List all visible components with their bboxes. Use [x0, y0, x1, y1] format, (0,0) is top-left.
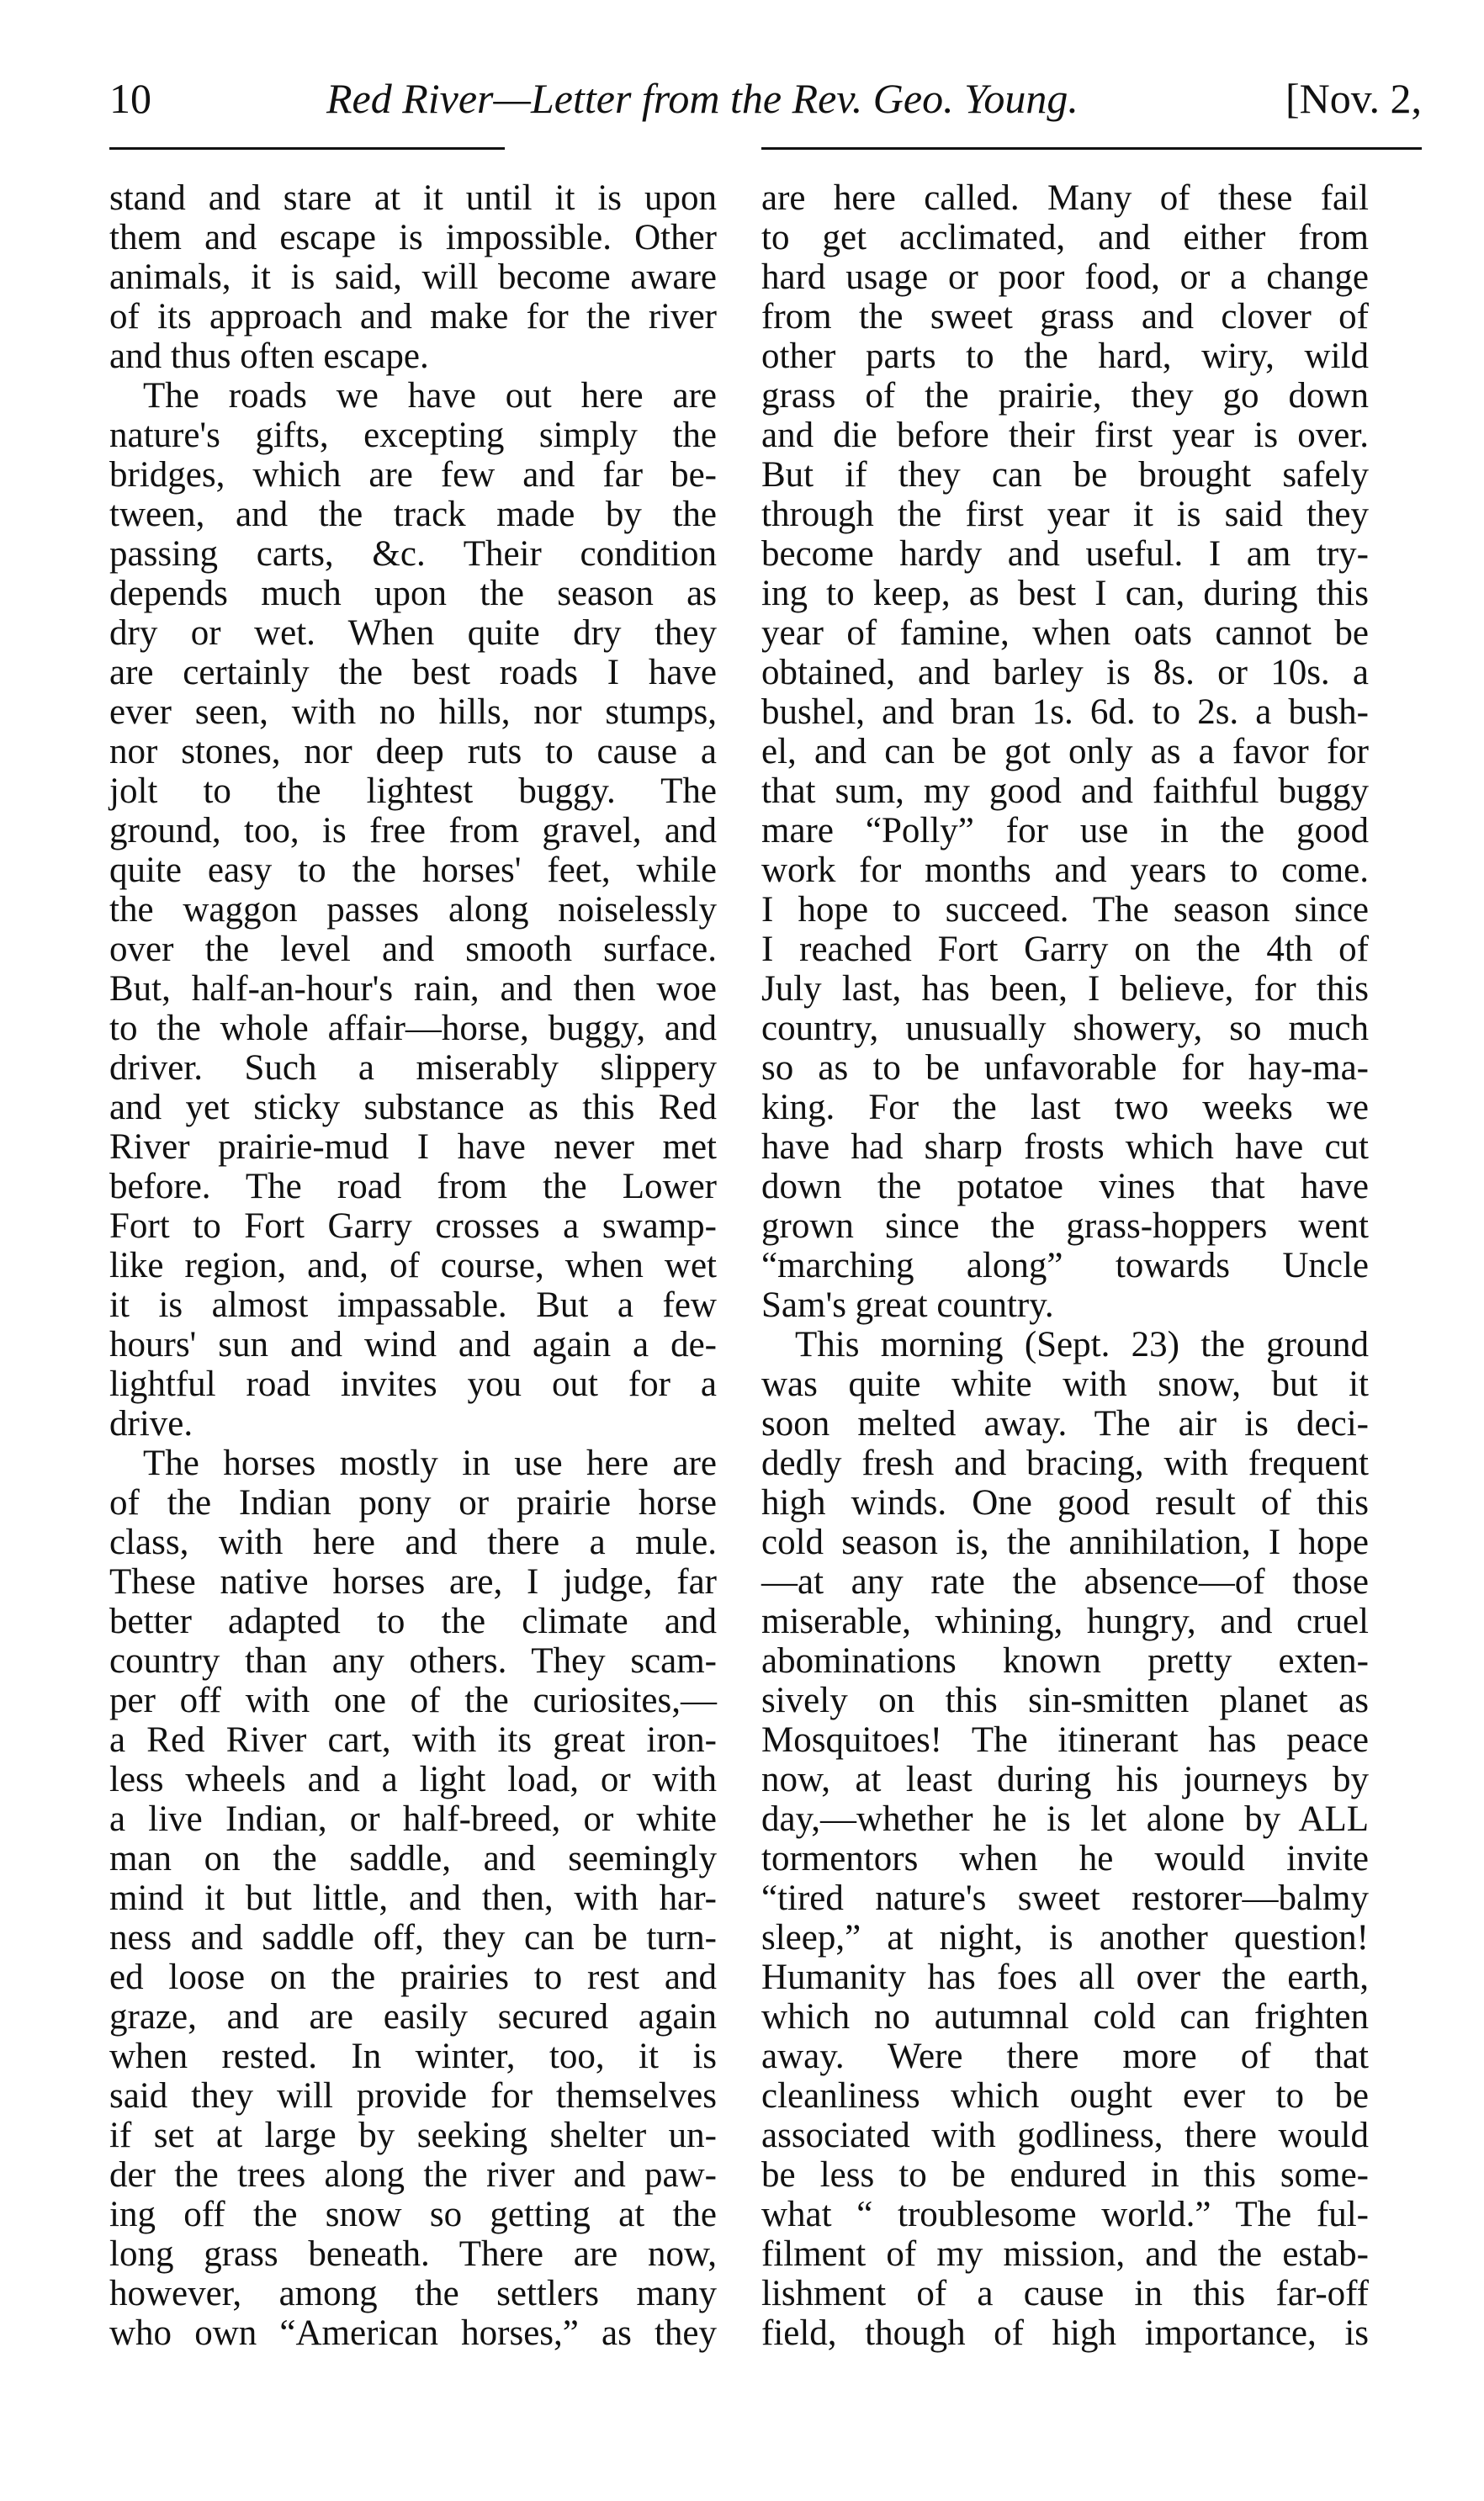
text-line: the waggon passes along noiselessly: [109, 890, 717, 930]
text-line: “marching along” towards Uncle: [761, 1246, 1369, 1285]
text-line: high winds. One good result of this: [761, 1483, 1369, 1523]
text-line: But if they can be brought safely: [761, 455, 1369, 495]
text-line: man on the saddle, and seemingly: [109, 1839, 717, 1878]
text-line: said they will provide for themselves: [109, 2076, 717, 2116]
text-line: associated with godliness, there would: [761, 2116, 1369, 2155]
text-line: passing carts, &c. Their condition: [109, 534, 717, 574]
text-line: a Red River cart, with its great iron-: [109, 1720, 717, 1760]
text-line: year of famine, when oats cannot be: [761, 613, 1369, 653]
text-line: long grass beneath. There are now,: [109, 2234, 717, 2274]
text-line: Humanity has foes all over the earth,: [761, 1958, 1369, 1997]
text-line: mind it but little, and then, with har-: [109, 1878, 717, 1918]
text-line: over the level and smooth surface.: [109, 930, 717, 969]
text-line: ing to keep, as best I can, during this: [761, 574, 1369, 613]
text-line: lightful road invites you out for a: [109, 1364, 717, 1404]
header-rule-left: [109, 147, 505, 150]
text-line: class, with here and there a mule.: [109, 1523, 717, 1562]
text-line: like region, and, of course, when wet: [109, 1246, 717, 1285]
text-line: mare “Polly” for use in the good: [761, 811, 1369, 850]
page-number: 10: [109, 75, 151, 122]
running-title: Red River—Letter from the Rev. Geo. Young.: [326, 75, 1079, 122]
text-line: tween, and the track made by the: [109, 495, 717, 534]
text-line: them and escape is impossible. Other: [109, 218, 717, 257]
text-line: driver. Such a miserably slippery: [109, 1048, 717, 1088]
text-line: dry or wet. When quite dry they: [109, 613, 717, 653]
text-line: animals, it is said, will become aware: [109, 257, 717, 297]
text-line: day,—whether he is let alone by ALL: [761, 1799, 1369, 1839]
text-line: of the Indian pony or prairie horse: [109, 1483, 717, 1523]
header-rule-right: [761, 147, 1422, 150]
text-line: drive.: [109, 1404, 193, 1444]
text-line: The horses mostly in use here are: [143, 1444, 717, 1483]
text-line: hours' sun and wind and again a de-: [109, 1325, 717, 1364]
text-line: from the sweet grass and clover of: [761, 297, 1369, 336]
text-line: to the whole affair—horse, buggy, and: [109, 1009, 717, 1048]
text-line: miserable, whining, hungry, and cruel: [761, 1602, 1369, 1641]
text-line: other parts to the hard, wiry, wild: [761, 336, 1369, 376]
text-line: now, at least during his journeys by: [761, 1760, 1369, 1799]
text-line: down the potatoe vines that have: [761, 1167, 1369, 1206]
text-line: become hardy and useful. I am try-: [761, 534, 1369, 574]
text-line: But, half-an-hour's rain, and then woe: [109, 969, 717, 1009]
text-line: stand and stare at it until it is upon: [109, 178, 717, 218]
text-line: per off with one of the curiosites,—: [109, 1681, 717, 1720]
text-line: I hope to succeed. The season since: [761, 890, 1369, 930]
text-line: der the trees along the river and paw-: [109, 2155, 717, 2195]
text-line: that sum, my good and faithful buggy: [761, 771, 1369, 811]
text-line: and thus often escape.: [109, 336, 429, 376]
header-date: [Nov. 2,: [1285, 75, 1422, 122]
text-line: field, though of high importance, is: [761, 2313, 1369, 2353]
text-line: so as to be unfavorable for hay-ma-: [761, 1048, 1369, 1088]
text-line: who own “American horses,” as they: [109, 2313, 717, 2353]
text-line: ing off the snow so getting at the: [109, 2195, 717, 2234]
text-line: less wheels and a light load, or with: [109, 1760, 717, 1799]
text-line: —at any rate the absence—of those: [761, 1562, 1369, 1602]
text-line: grown since the grass-hoppers went: [761, 1206, 1369, 1246]
text-line: bushel, and bran 1s. 6d. to 2s. a bush-: [761, 692, 1369, 732]
text-line: jolt to the lightest buggy. The: [109, 771, 717, 811]
text-line: Mosquitoes! The itinerant has peace: [761, 1720, 1369, 1760]
text-line: better adapted to the climate and: [109, 1602, 717, 1641]
text-line: “tired nature's sweet restorer—balmy: [761, 1878, 1369, 1918]
text-line: grass of the prairie, they go down: [761, 376, 1369, 416]
text-line: cleanliness which ought ever to be: [761, 2076, 1369, 2116]
text-line: before. The road from the Lower: [109, 1167, 717, 1206]
text-line: lishment of a cause in this far-off: [761, 2274, 1369, 2313]
text-line: bridges, which are few and far be-: [109, 455, 717, 495]
text-line: are certainly the best roads I have: [109, 653, 717, 692]
text-line: depends much upon the season as: [109, 574, 717, 613]
text-line: be less to be endured in this some-: [761, 2155, 1369, 2195]
text-line: I reached Fort Garry on the 4th of: [761, 930, 1369, 969]
text-line: to get acclimated, and either from: [761, 218, 1369, 257]
text-line: quite easy to the horses' feet, while: [109, 850, 717, 890]
text-line: country, unusually showery, so much: [761, 1009, 1369, 1048]
text-line: through the first year it is said they: [761, 495, 1369, 534]
text-line: abominations known pretty exten-: [761, 1641, 1369, 1681]
text-line: however, among the settlers many: [109, 2274, 717, 2313]
text-line: it is almost impassable. But a few: [109, 1285, 717, 1325]
text-line: away. Were there more of that: [761, 2037, 1369, 2076]
text-line: July last, has been, I believe, for this: [761, 969, 1369, 1009]
text-line: dedly fresh and bracing, with frequent: [761, 1444, 1369, 1483]
text-line: tormentors when he would invite: [761, 1839, 1369, 1878]
text-line: graze, and are easily secured again: [109, 1997, 717, 2037]
text-line: sively on this sin-smitten planet as: [761, 1681, 1369, 1720]
right-column: [761, 178, 1369, 2353]
text-line: a live Indian, or half-breed, or white: [109, 1799, 717, 1839]
text-line: are here called. Many of these fail: [761, 178, 1369, 218]
text-line: Sam's great country.: [761, 1285, 1054, 1325]
text-line: nor stones, nor deep ruts to cause a: [109, 732, 717, 771]
text-line: was quite white with snow, but it: [761, 1364, 1369, 1404]
running-header: [109, 61, 1422, 136]
text-line: work for months and years to come.: [761, 850, 1369, 890]
text-line: River prairie-mud I have never met: [109, 1127, 717, 1167]
text-line: These native horses are, I judge, far: [109, 1562, 717, 1602]
text-line: This morning (Sept. 23) the ground: [795, 1325, 1369, 1364]
text-line: ed loose on the prairies to rest and: [109, 1958, 717, 1997]
text-line: nature's gifts, excepting simply the: [109, 416, 717, 455]
text-line: sleep,” at night, is another question!: [761, 1918, 1369, 1958]
text-line: if set at large by seeking shelter un-: [109, 2116, 717, 2155]
text-line: and yet sticky substance as this Red: [109, 1088, 717, 1127]
text-line: el, and can be got only as a favor for: [761, 732, 1369, 771]
text-line: soon melted away. The air is deci-: [761, 1404, 1369, 1444]
text-line: when rested. In winter, too, it is: [109, 2037, 717, 2076]
text-line: what “ troublesome world.” The ful-: [761, 2195, 1369, 2234]
text-line: ever seen, with no hills, nor stumps,: [109, 692, 717, 732]
text-line: The roads we have out here are: [143, 376, 717, 416]
text-line: ness and saddle off, they can be turn-: [109, 1918, 717, 1958]
text-line: filment of my mission, and the estab-: [761, 2234, 1369, 2274]
text-line: Fort to Fort Garry crosses a swamp-: [109, 1206, 717, 1246]
text-line: have had sharp frosts which have cut: [761, 1127, 1369, 1167]
text-line: ground, too, is free from gravel, and: [109, 811, 717, 850]
text-line: obtained, and barley is 8s. or 10s. a: [761, 653, 1369, 692]
left-column: [109, 178, 717, 2353]
text-line: king. For the last two weeks we: [761, 1088, 1369, 1127]
text-line: of its approach and make for the river: [109, 297, 717, 336]
text-line: hard usage or poor food, or a change: [761, 257, 1369, 297]
text-line: which no autumnal cold can frighten: [761, 1997, 1369, 2037]
text-line: cold season is, the annihilation, I hope: [761, 1523, 1369, 1562]
text-line: country than any others. They scam-: [109, 1641, 717, 1681]
text-line: and die before their first year is over.: [761, 416, 1369, 455]
